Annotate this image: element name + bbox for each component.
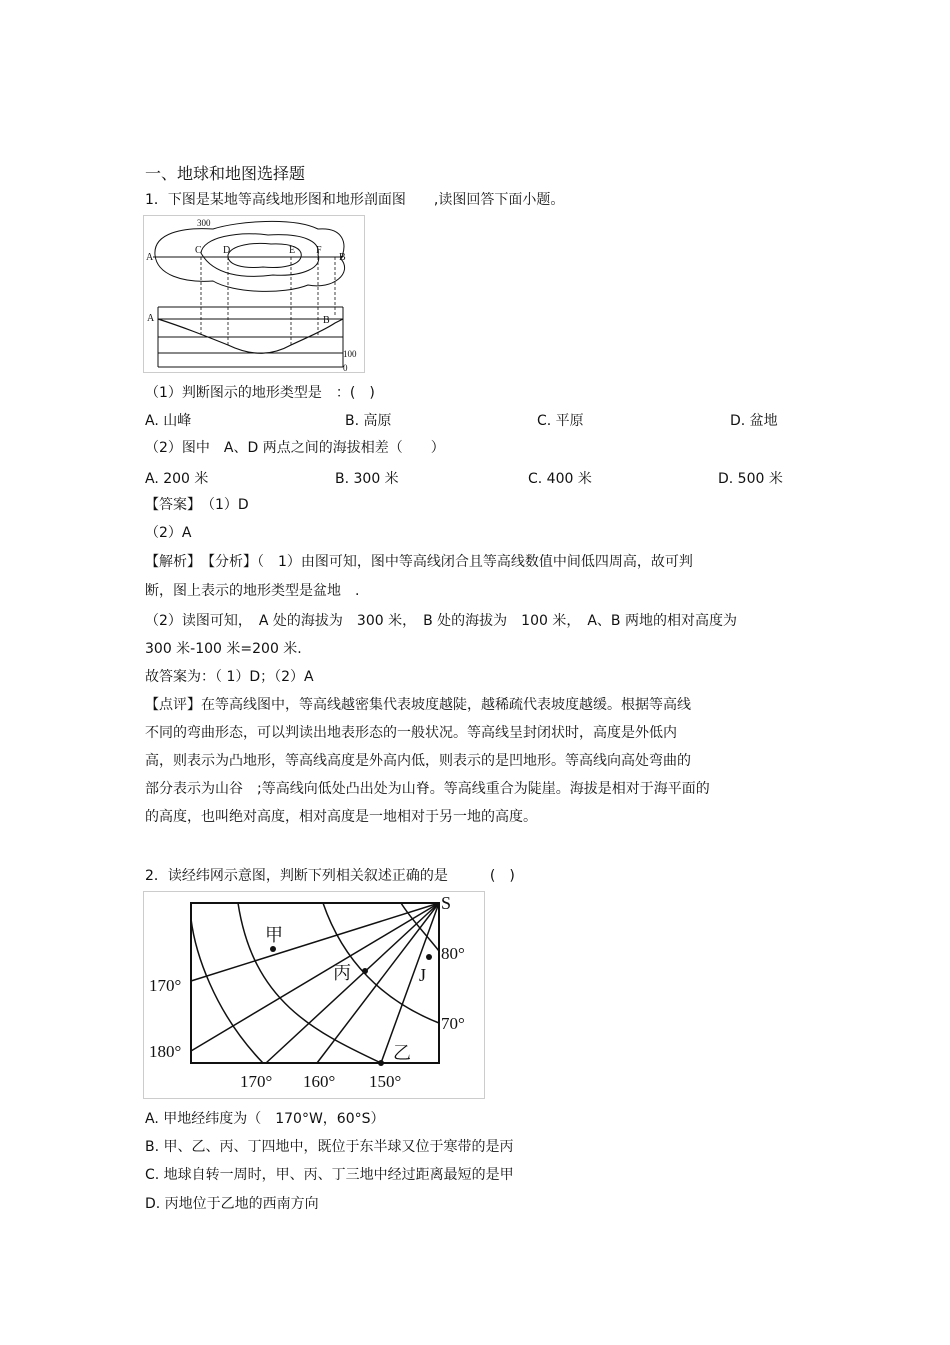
point-jia: [270, 946, 276, 952]
q1-analysis-line-6: 【点评】在等高线图中，等高线越密集代表坡度越陡，越稀疏代表坡度越缓。根据等高线: [145, 697, 691, 713]
q1-analysis-line-3: （2）读图可知， A 处的海拔为 300 米， B 处的海拔为 100 米， A、B 两地的相对高度为: [145, 613, 737, 629]
contour-map-figure: [143, 215, 365, 373]
label-180-left: 180°: [149, 1042, 182, 1061]
label-170-bottom: 170°: [240, 1072, 273, 1091]
label-80-right: 80°: [441, 944, 465, 963]
q1-answer-line2: （2）A: [145, 525, 192, 541]
q1-sub1-option-a[interactable]: A. 山峰: [145, 413, 192, 429]
q1-sub1-question: （1）判断图示的地形类型是 ：( ): [145, 385, 375, 401]
q2-option-b[interactable]: B. 甲、乙、丙、丁四地中，既位于东半球又位于寒带的是丙: [145, 1139, 514, 1155]
q1-analysis-line-10: 的高度，也叫绝对高度，相对高度是一地相对于另一地的高度。: [145, 809, 537, 825]
q1-analysis-line-9: 部分表示为山谷 ;等高线向低处凸出处为山脊。等高线重合为陡崖。海拔是相对于海平面的: [145, 781, 710, 797]
label-b: B: [339, 252, 346, 263]
label-300: 300: [197, 218, 211, 228]
label-b-profile: B: [323, 315, 330, 326]
point-bing: [362, 968, 368, 974]
label-f: F: [316, 245, 322, 256]
q1-sub2-question: （2）图中 A、D 两点之间的海拔相差（ ）: [145, 440, 445, 456]
label-a: A: [146, 252, 154, 263]
label-e: E: [289, 245, 296, 256]
q1-analysis-line-5: 故答案为：（ 1）D；（2）A: [145, 669, 314, 685]
q2-option-d[interactable]: D. 丙地位于乙地的西南方向: [145, 1196, 319, 1212]
label-150-bottom: 150°: [369, 1072, 402, 1091]
q2-option-c[interactable]: C. 地球自转一周时，甲、丙、丁三地中经过距离最短的是甲: [145, 1167, 514, 1183]
q1-analysis-line-2: 断，图上表示的地形类型是盆地 .: [145, 583, 360, 599]
q1-sub2-option-c[interactable]: C. 400 米: [528, 471, 592, 487]
q1-sub2-option-a[interactable]: A. 200 米: [145, 471, 209, 487]
q1-analysis-line-1: 【解析】 【分析】（ 1）由图可知，图中等高线闭合且等高线数值中间低四周高，故可判: [145, 554, 693, 570]
label-a-profile: A: [147, 313, 155, 324]
q2-stem: 2．读经纬网示意图，判断下列相关叙述正确的是 ( ): [145, 868, 515, 884]
label-jia: 甲: [265, 925, 283, 945]
q1-sub1-option-d[interactable]: D. 盆地: [730, 413, 778, 429]
label-160-bottom: 160°: [303, 1072, 336, 1091]
label-bing: 丙: [333, 963, 351, 983]
q1-sub1-option-c[interactable]: C. 平原: [537, 413, 584, 429]
label-d: D: [223, 245, 231, 256]
q1-analysis-line-4: 300 米-100 米=200 米.: [145, 641, 302, 657]
label-c: C: [195, 245, 202, 256]
q1-analysis-line-7: 不同的弯曲形态，可以判读出地表形态的一般状况。等高线呈封闭状时，高度是外低内: [145, 725, 677, 741]
label-70-right: 70°: [441, 1014, 465, 1033]
label-170-left: 170°: [149, 976, 182, 995]
q1-answer-line1: 【答案】 （1）D: [145, 497, 249, 513]
point-ding: [426, 954, 432, 960]
q1-sub2-option-b[interactable]: B. 300 米: [335, 471, 399, 487]
label-100: 100: [343, 349, 357, 359]
point-yi: [378, 1060, 384, 1066]
q1-sub2-option-d[interactable]: D. 500 米: [718, 471, 783, 487]
graticule-figure: [143, 891, 485, 1099]
section-title: 一、地球和地图选择题: [145, 164, 306, 183]
q1-sub1-option-b[interactable]: B. 高原: [345, 413, 392, 429]
q2-option-a[interactable]: A. 甲地经纬度为（ 170°W，60°S）: [145, 1111, 385, 1127]
label-ding: J: [419, 965, 427, 985]
label-yi: 乙: [393, 1043, 411, 1063]
label-s: S: [441, 893, 452, 913]
q1-stem: 1．下图是某地等高线地形图和地形剖面图 ,读图回答下面小题。: [145, 192, 565, 208]
label-0: 0: [343, 363, 348, 373]
q1-analysis-line-8: 高，则表示为凸地形，等高线高度是外高内低，则表示的是凹地形。等高线向高处弯曲的: [145, 753, 691, 769]
